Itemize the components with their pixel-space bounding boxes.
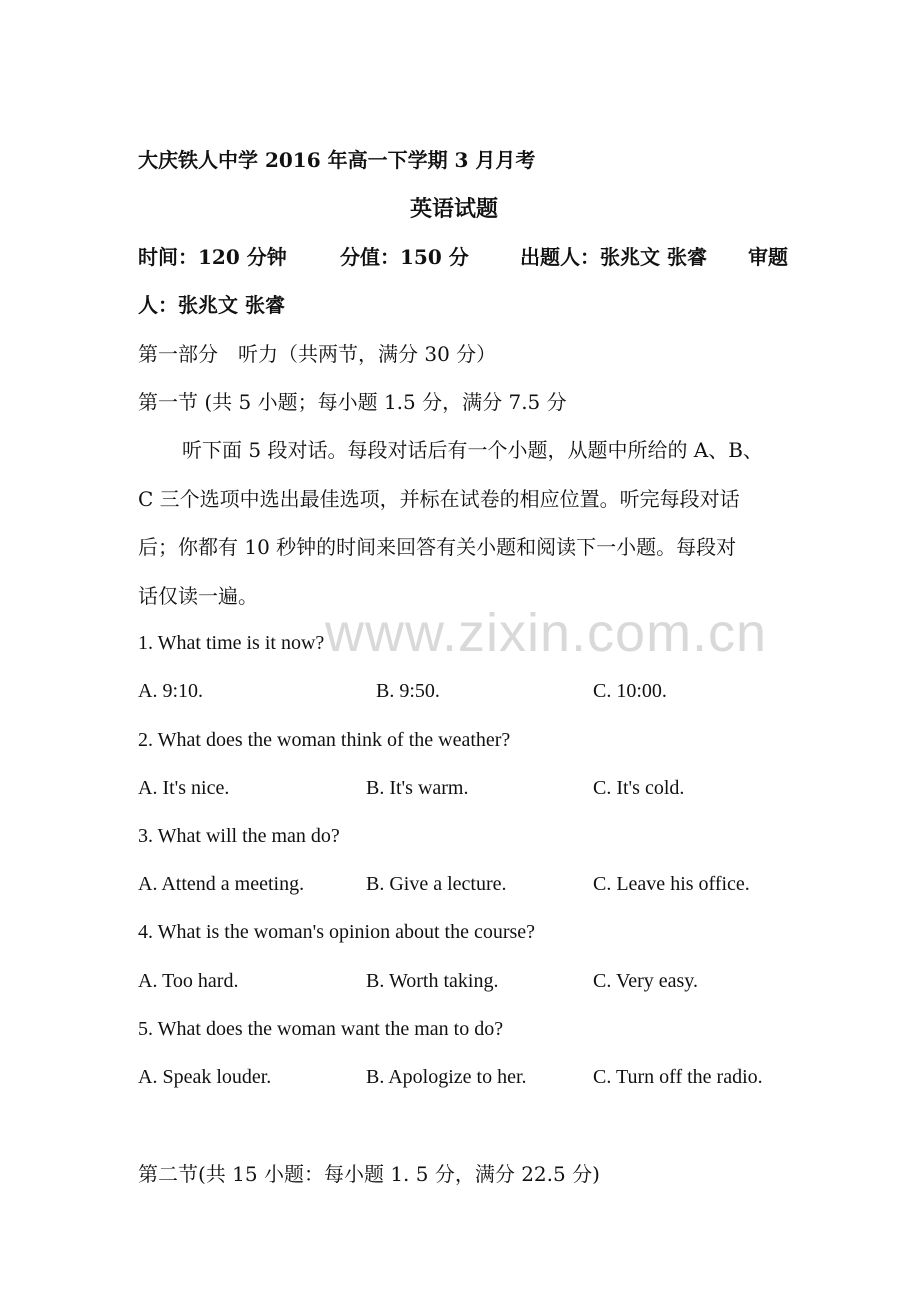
question-2-option-c: C. It's cold. [593, 777, 685, 799]
question-stem-3: 3. What will the man do? [138, 825, 340, 847]
question-2-option-b: B. It's warm. [366, 777, 469, 799]
exam-time: 时间：120 分钟 [138, 245, 287, 269]
instruction-line-2: C 三个选项中选出最佳选项，并标在试卷的相应位置。听完每段对话 [138, 487, 740, 511]
part1-title: 第一部分 听力（共两节，满分 30 分） [138, 342, 497, 366]
instruction-line-4: 话仅读一遍。 [138, 584, 258, 608]
exam-score: 分值：150 分 [340, 245, 469, 269]
section1-title: 第一节 (共 5 小题；每小题 1.5 分，满分 7.5 分 [138, 390, 567, 414]
instruction-line-1: 听下面 5 段对话。每段对话后有一个小题，从题中所给的 A、B、 [182, 438, 763, 462]
question-3-option-a: A. Attend a meeting. [138, 873, 305, 895]
question-1-option-c: C. 10:00. [593, 680, 667, 702]
instruction-line-3: 后；你都有 10 秒钟的时间来回答有关小题和阅读下一小题。每段对 [138, 535, 737, 559]
question-3-option-b: B. Give a lecture. [366, 873, 507, 895]
section2-title: 第二节(共 15 小题：每小题 1. 5 分，满分 22.5 分) [138, 1162, 600, 1186]
exam-reviewer-start: 审题 [748, 245, 788, 269]
question-stem-5: 5. What does the woman want the man to do? [138, 1018, 504, 1040]
question-stem-1: 1. What time is it now? [138, 632, 325, 654]
subject-title: 英语试题 [410, 196, 499, 222]
question-4-option-b: B. Worth taking. [366, 970, 499, 992]
watermark: www.zixin.com.cn [325, 603, 768, 663]
exam-reviewer-end: 人：张兆文 张睿 [138, 293, 285, 317]
school-title: 大庆铁人中学 2016 年高一下学期 3 月月考 [138, 148, 536, 172]
exam-author: 出题人：张兆文 张睿 [520, 245, 707, 269]
question-1-option-b: B. 9:50. [376, 680, 440, 702]
question-3-option-c: C. Leave his office. [593, 873, 750, 895]
question-4-option-c: C. Very easy. [593, 970, 698, 992]
question-2-option-a: A. It's nice. [138, 777, 230, 799]
question-1-option-a: A. 9:10. [138, 680, 203, 702]
question-4-option-a: A. Too hard. [138, 970, 239, 992]
question-stem-4: 4. What is the woman's opinion about the course? [138, 921, 536, 943]
question-5-option-c: C. Turn off the radio. [593, 1066, 763, 1088]
question-5-option-b: B. Apologize to her. [366, 1066, 527, 1088]
question-5-option-a: A. Speak louder. [138, 1066, 272, 1088]
question-stem-2: 2. What does the woman think of the weather? [138, 729, 511, 751]
